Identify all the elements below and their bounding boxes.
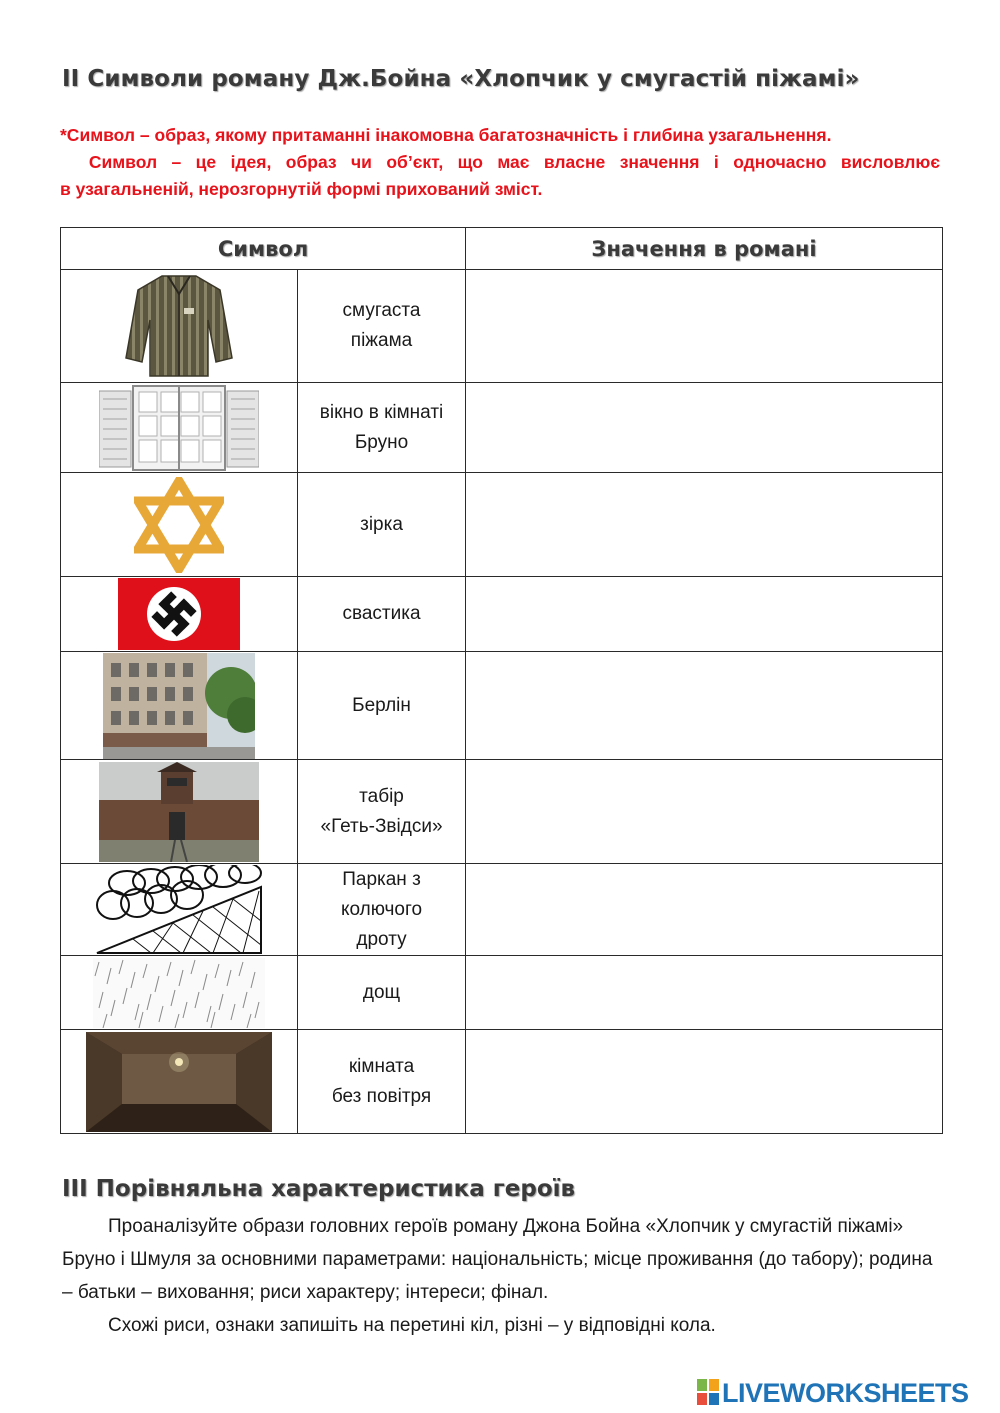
- barbed-wire-fence-image: [61, 864, 298, 956]
- table-row: [61, 956, 943, 1030]
- meaning-answer-cell[interactable]: [466, 270, 943, 383]
- symbol-label: зірка: [298, 473, 466, 577]
- symbol-label: свастика: [298, 577, 466, 652]
- liveworksheets-logo: [697, 1376, 969, 1410]
- table-row: [61, 383, 943, 473]
- table-header-row: [61, 228, 943, 270]
- symbol-label: вікно в кімнаті Бруно: [298, 383, 466, 473]
- table-row: [61, 652, 943, 760]
- symbol-label: смугаста піжама: [298, 270, 466, 383]
- header-meaning: Значення в романі: [466, 228, 943, 270]
- instructions-paragraph-1: Проаналізуйте образи головних героїв роману Джона Бойна «Хлопчик у смугастій піжамі» Бруно і Шмуля за основними параметрами: національність; місце проживання (до табору); родина – батьки – виховання; риси характеру; інтереси; фінал.: [62, 1216, 933, 1303]
- definition-line-3: в узагальненій, нерозгорнутій формі прихований зміст.: [60, 179, 543, 199]
- berlin-street-image: [61, 652, 298, 760]
- symbol-label: кімната без повітря: [298, 1030, 466, 1134]
- swastika-flag-image: [61, 577, 298, 652]
- table-row: [61, 864, 943, 956]
- window-image: [61, 383, 298, 473]
- meaning-answer-cell[interactable]: [466, 383, 943, 473]
- header-symbol: Символ: [61, 228, 466, 270]
- liveworksheets-logo-text: LIVEWORKSHEETS: [722, 1377, 969, 1408]
- striped-shirt-image: [61, 270, 298, 383]
- symbols-table: [60, 227, 943, 1134]
- meaning-answer-cell[interactable]: [466, 956, 943, 1030]
- table-row: [61, 760, 943, 864]
- table-row: [61, 577, 943, 652]
- meaning-answer-cell[interactable]: [466, 1030, 943, 1134]
- table-row: [61, 1030, 943, 1134]
- symbol-label: дощ: [298, 956, 466, 1030]
- rain-image: [61, 956, 298, 1030]
- meaning-answer-cell[interactable]: [466, 864, 943, 956]
- meaning-answer-cell[interactable]: [466, 760, 943, 864]
- definition-line-1: *Символ – образ, якому притаманні інакомовна багатозначність і глибина узагальнення.: [60, 125, 832, 145]
- section-3-title: ІІІ Порівняльна характеристика героїв: [62, 1176, 576, 1202]
- camp-gate-image: [61, 760, 298, 864]
- gas-chamber-room-image: [61, 1030, 298, 1134]
- instructions-paragraph-2: Схожі риси, ознаки запишіть на перетині кіл, різні – у відповідні кола.: [108, 1315, 716, 1336]
- liveworksheets-logo-icon: [697, 1379, 719, 1407]
- symbol-label: Берлін: [298, 652, 466, 760]
- table-row: [61, 473, 943, 577]
- meaning-answer-cell[interactable]: [466, 577, 943, 652]
- star-of-david-image: [61, 473, 298, 577]
- symbol-label: Паркан з колючого дроту: [298, 864, 466, 956]
- meaning-answer-cell[interactable]: [466, 652, 943, 760]
- section-2-title: ІІ Символи роману Дж.Бойна «Хлопчик у смугастій піжамі»: [62, 66, 860, 92]
- instructions-text: [62, 1210, 942, 1342]
- symbol-definition: [60, 122, 940, 203]
- definition-line-2: Символ – це ідея, образ чи об’єкт, що має власне значення і одночасно висловлює: [60, 152, 940, 172]
- table-row: [61, 270, 943, 383]
- symbol-label: табір «Геть-Звідси»: [298, 760, 466, 864]
- meaning-answer-cell[interactable]: [466, 473, 943, 577]
